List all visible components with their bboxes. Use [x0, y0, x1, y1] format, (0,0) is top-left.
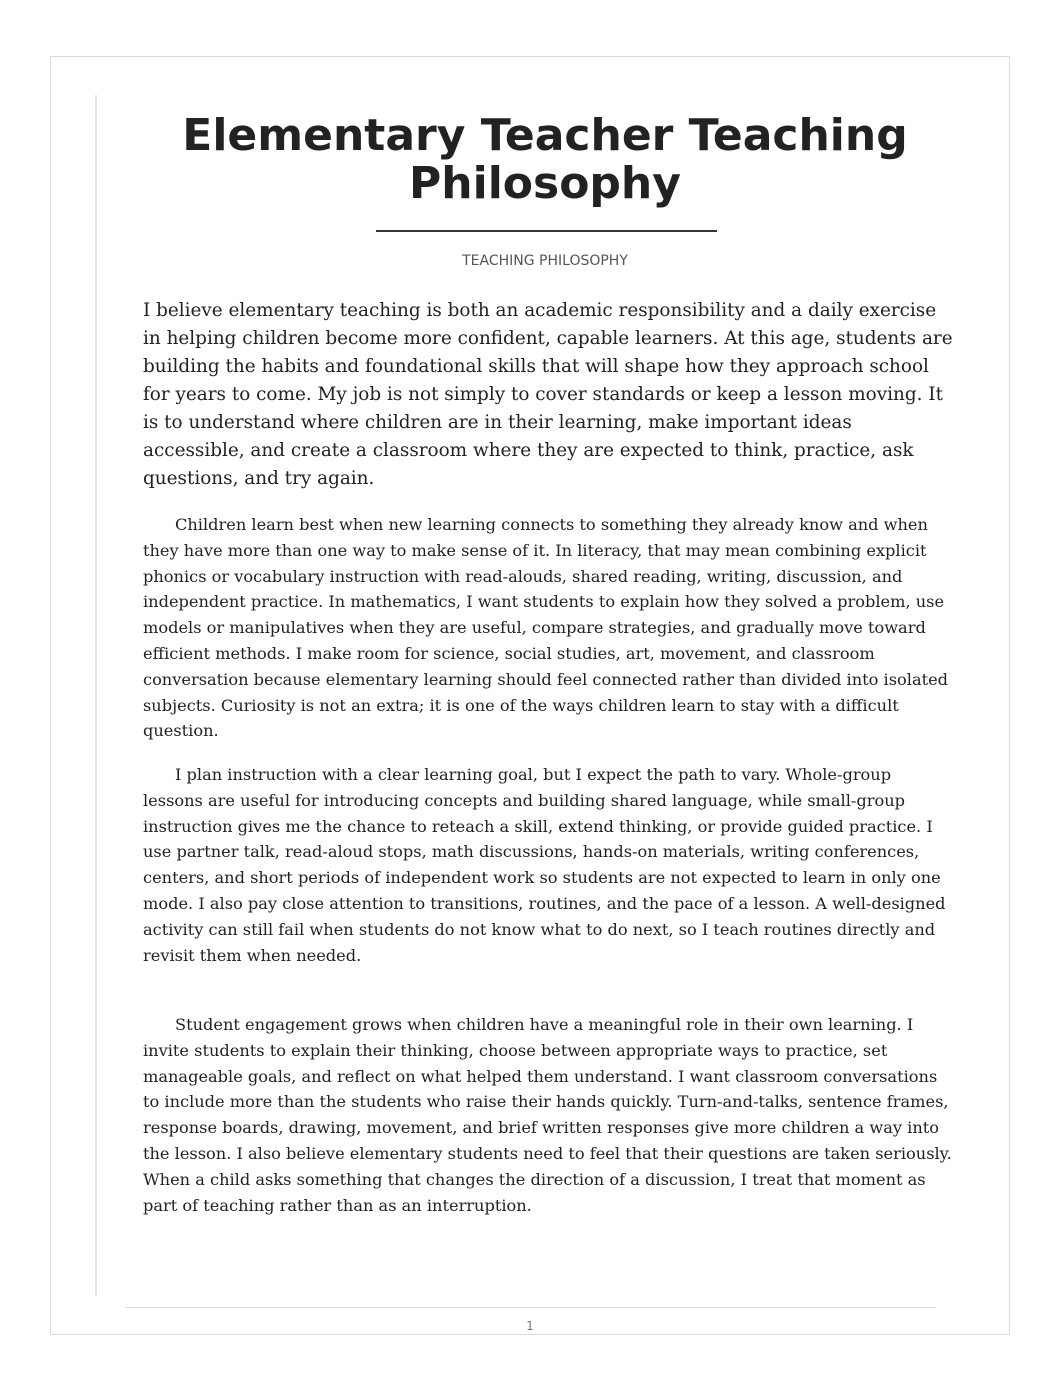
margin-rule — [95, 95, 97, 1296]
section-label: TEACHING PHILOSOPHY — [462, 253, 628, 269]
title-divider — [376, 230, 717, 232]
footer-divider — [125, 1307, 936, 1308]
body-paragraph: Children learn best when new learning connects to something they already know and when they have more than one way to make sense of it. In literacy, that may mean combining explicit phonics or vocabulary instruction with read-alouds, shared reading, writing, discussion, and independent practice. In mathematics, I want students to explain how they solved a problem, use models or manipulatives when they are useful, compare strategies, and gradually move toward efficient methods. I make room for science, social studies, art, movement, and classroom conversation because elementary learning should feel connected rather than divided into isolated subjects. Curiosity is not an extra; it is one of the ways children learn to stay with a difficult question. — [143, 515, 949, 741]
body-paragraph: Student engagement grows when children have a meaningful role in their own learning. I invite students to explain their thinking, choose between appropriate ways to practice, set manageable goals, and reflect on what helped them understand. I want classroom conversations to include more than the students who raise their hands quickly. Turn-and-talks, sentence frames, response boards, drawing, movement, and brief written responses give more children a way into the lesson. I also believe elementary students need to feel that their questions are taken seriously. When a child asks something that changes the direction of a discussion, I treat that moment as part of teaching rather than as an interruption. — [143, 1015, 952, 1215]
page-number: 1 — [526, 1319, 534, 1333]
lead-paragraph: I believe elementary teaching is both an academic responsibility and a daily exercise in helping children become more confident, capable learners. At this age, students are building the habits and foundational skills that will shape how they approach school for years to come. My job is not simply to cover standards or keep a lesson moving. It is to understand where children are in their learning, make important ideas accessible, and create a classroom where they are expected to think, practice, ask questions, and try again. — [143, 300, 953, 489]
document-title: Elementary Teacher Teaching Philosophy — [182, 110, 908, 209]
body-paragraph: I plan instruction with a clear learning goal, but I expect the path to vary. Whole-group lessons are useful for introducing concepts and building shared language, while small-group instruction gives me the chance to reteach a skill, extend thinking, or provide guided practice. I use partner talk, read-aloud stops, math discussions, hands-on materials, writing conferences, centers, and short periods of independent work so students are not expected to learn in only one mode. I also pay close attention to transitions, routines, and the pace of a lesson. A well-designed activity can still fail when students do not know what to do next, so I teach routines directly and revisit them when needed. — [143, 765, 946, 965]
